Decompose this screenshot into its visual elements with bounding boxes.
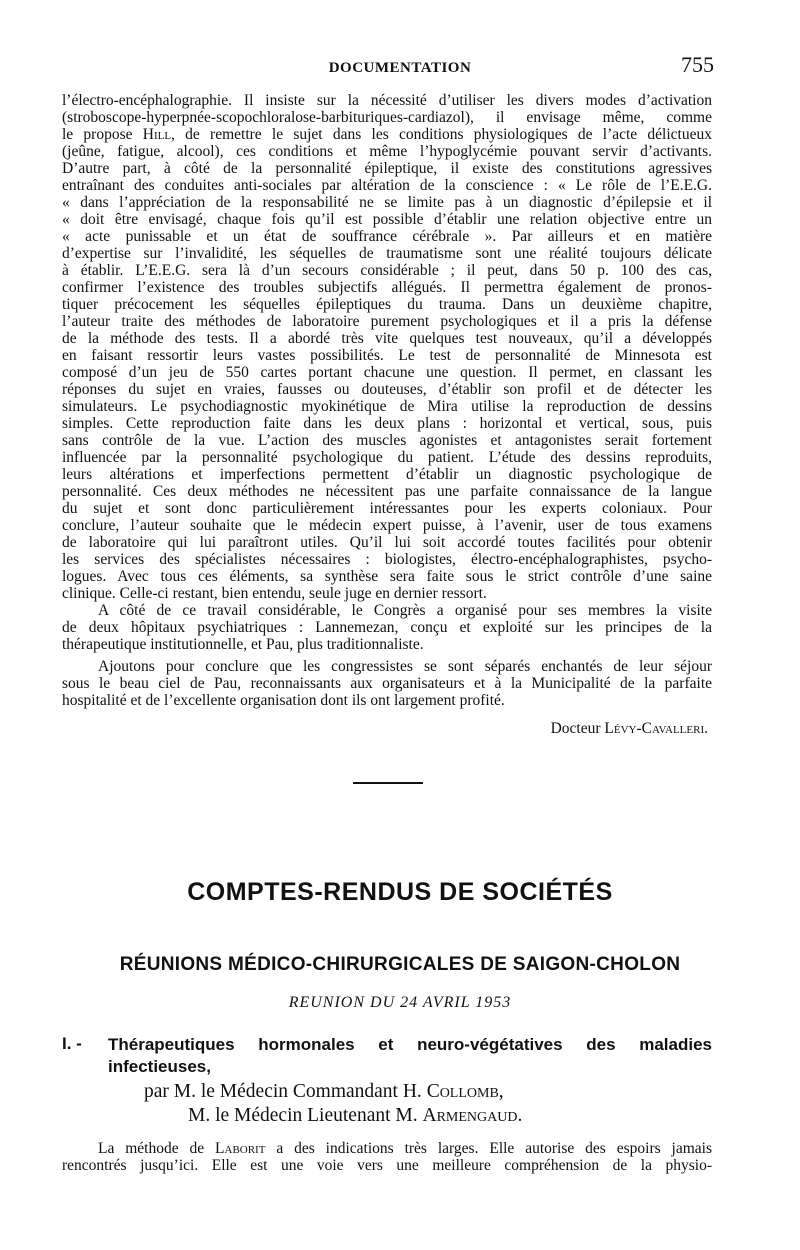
article-title-line: infectieuses, [108, 1057, 211, 1076]
signature-name: Lévy-Cavalleri. [604, 720, 708, 737]
text-line: de la méthode des tests. Il a abordé très vite quelques test nouveaux, qu’il a développés [62, 330, 712, 347]
text-line: thérapeutique institutionnelle, et Pau, plus traditionnaliste. [62, 636, 424, 653]
text-line: logues. Avec tous ces éléments, sa synthèse sera faite sous le strict contrôle d’une saine [62, 568, 712, 585]
text-line: réponses du sujet en vraies, fausses ou douteuses, d’établir son profil et de détecter les [62, 381, 712, 398]
text-line: leurs altérations et imperfections permettent d’établir un diagnostic psychologique de [62, 466, 712, 483]
author-prefix: M. le Médecin Lieutenant M. [188, 1105, 423, 1126]
article-authors [144, 1080, 522, 1128]
section-title: COMPTES-RENDUS DE SOCIÉTÉS [187, 878, 613, 906]
text-line: clinique. Celle-ci restant, bien entendu, seule juge en dernier ressort. [62, 585, 487, 602]
text-line: (jeûne, fatigue, alcool), ces conditions et même l’hypoglycémie pouvant servir d’activants. [62, 143, 712, 160]
text-line: du sujet et sont donc particulièrement intéressantes pour les experts coloniaux. Pour [62, 500, 712, 517]
report-paragraph [62, 92, 712, 602]
text-line: composé d’un jeu de 550 cartes portant chacune une question. Il permet, en classant les [62, 364, 712, 381]
author-name: Armengaud. [422, 1105, 523, 1126]
text-line: influencée par la personnalité psychologique du patient. L’étude des dessins reproduits, [62, 449, 712, 466]
text-line: de deux hôpitaux psychiatriques : Lannemezan, conçu et exploité sur les principes de la [62, 619, 712, 636]
text-line: les services des spécialistes nécessaires : biologistes, électro-encéphalographistes, psycho- [62, 551, 712, 568]
author-line [144, 1104, 522, 1128]
signature-prefix: Docteur [550, 720, 605, 737]
section-divider [353, 782, 423, 784]
text-fragment: le propose [62, 126, 143, 143]
text-line: en faisant ressortir leurs vastes possibilités. Le test de personnalité de Minnesota est [62, 347, 712, 364]
text-line: d’expertise sur l’invalidité, les séquelles de traumatisme sont une réalité toujours délicate [62, 245, 712, 262]
text-line: sous le beau ciel de Pau, reconnaissants aux organisateurs et à la Municipalité de la parfaite [62, 675, 712, 692]
text-line: « acte punissable et un état de souffrance cérébrale ». Par ailleurs et en matière [62, 228, 712, 245]
text-line: Ajoutons pour conclure que les congressistes se sont séparés enchantés de leur séjour [98, 658, 712, 675]
author-prefix: par M. le Médecin Commandant H. [144, 1081, 427, 1102]
text-line [62, 126, 712, 143]
text-line: l’auteur traite des méthodes de laboratoire purement psychologiques et il a pris la défense [62, 313, 712, 330]
text-line: conclure, l’auteur souhaite que le médecin expert puisse, à l’avenir, user de tous examens [62, 517, 712, 534]
text-line: à établir. L’E.E.G. sera là d’un secours considérable ; il peut, dans 50 p. 100 des cas, [62, 262, 712, 279]
conclusion-paragraph [62, 658, 712, 709]
signature [551, 720, 708, 738]
article-title-line: Thérapeutiques hormonales et neuro-végétatives des maladies [108, 1035, 712, 1054]
text-line: l’électro-encéphalographie. Il insiste sur la nécessité d’utiliser les divers modes d’activation [62, 92, 712, 109]
article-number: I. - [62, 1034, 82, 1053]
meeting-date: REUNION DU 24 AVRIL 1953 [288, 994, 512, 1011]
text-line: entraînant des conduites anti-sociales par altération de la conscience : « Le rôle de l’E.E.G. [62, 177, 712, 194]
text-line [62, 1140, 712, 1157]
text-line: simples. Cette reproduction faite dans les deux plans : horizontal et vertical, sous, puis [62, 415, 712, 432]
author-name: Laborit [215, 1140, 266, 1157]
text-line: personnalité. Ces deux méthodes ne nécessitent pas une parfaite connaissance de la langue [62, 483, 712, 500]
text-line: de laboratoire qui lui paraîtront utiles. Qu’il lui soit accordé toutes facilités pour obtenir [62, 534, 712, 551]
author-name: Collomb, [426, 1081, 504, 1102]
text-line: simulateurs. Le psychodiagnostic myokinétique de Mira utilise la reproduction de dessins [62, 398, 712, 415]
visit-paragraph [62, 602, 712, 653]
text-fragment: La méthode de [98, 1140, 216, 1157]
text-line: « doit être envisagé, chaque fois qu’il est possible d’établir une relation objective entre un [62, 211, 712, 228]
running-head: DOCUMENTATION [328, 60, 472, 76]
text-line: D’autre part, à côté de la personnalité épileptique, il existe des constitutions agressives [62, 160, 712, 177]
text-line: « dans l’appréciation de la responsabilité ne se limite pas à un diagnostic d’épilepsie et il [62, 194, 712, 211]
author-line [144, 1080, 522, 1104]
meeting-series-title: RÉUNIONS MÉDICO-CHIRURGICALES DE SAIGON-CHOLON [119, 954, 681, 975]
text-line: tiquer précocement les séquelles épileptiques du trauma. Dans un deuxième chapitre, [62, 296, 712, 313]
text-fragment: a des indications très larges. Elle autorise des espoirs jamais [265, 1140, 712, 1157]
text-line: confirmer l’existence des troubles subjectifs allégués. Il permettra également de pronos- [62, 279, 712, 296]
page-number: 755 [681, 52, 714, 77]
text-line: hospitalité et de l’excellente organisation dont ils ont largement profité. [62, 692, 505, 709]
text-fragment: , de remettre le sujet dans les conditions physiologiques de l’acte délictueux [171, 126, 712, 143]
text-line: rencontrés jusqu’ici. Elle est une voie vers une meilleure compréhension de la physio- [62, 1157, 712, 1174]
article-title [108, 1034, 712, 1078]
article-intro [62, 1140, 712, 1174]
text-line: A côté de ce travail considérable, le Congrès a organisé pour ses membres la visite [98, 602, 712, 619]
text-line: (stroboscope-hyperpnée-scopochloralose-barbituriques-cardiazol), il envisage même, comme [62, 109, 712, 126]
text-line: sans contrôle de la vue. L’action des muscles agonistes et antagonistes serait fortement [62, 432, 712, 449]
author-name: Hill [142, 126, 172, 143]
